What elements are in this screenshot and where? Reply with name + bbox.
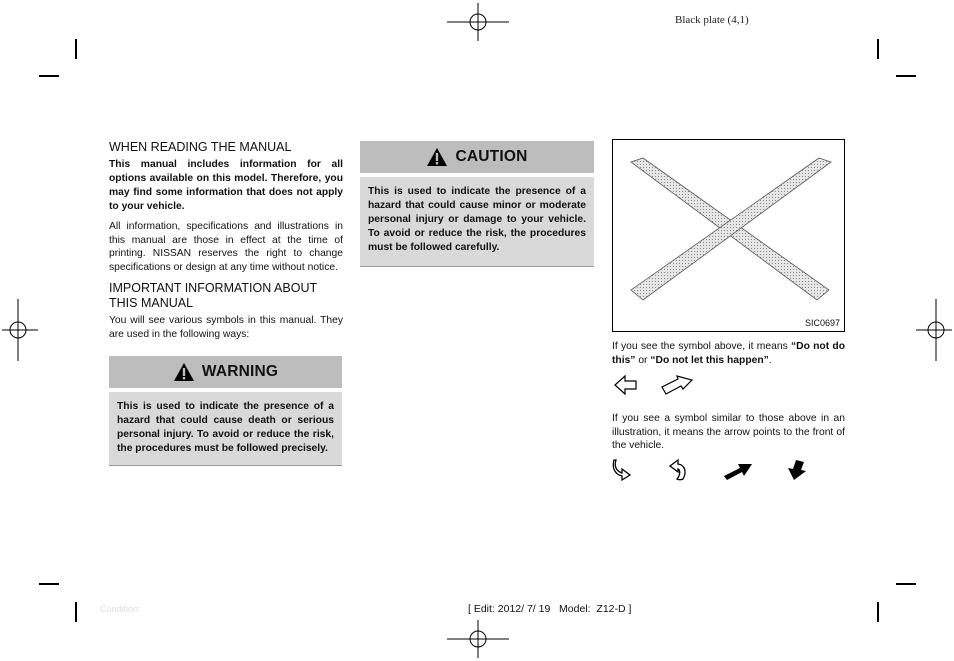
front-arrow-diagonal-icon — [660, 374, 694, 396]
warning-triangle-icon — [426, 147, 448, 167]
front-arrow-left-icon — [614, 374, 638, 396]
plate-label: Black plate (4,1) — [675, 14, 749, 26]
figure-code: SIC0697 — [804, 318, 840, 328]
symbols-intro: You will see various symbols in this manual. They are used in the following ways: — [109, 314, 343, 340]
do-not-figure — [612, 139, 845, 332]
curved-arrow-down-icon — [612, 458, 634, 482]
curved-arrow-up-icon — [666, 458, 688, 482]
registration-mark-right — [916, 299, 952, 361]
arrow-explanation: If you see a symbol similar to those above in an illustration, it means the arrow points to the front of the vehicle. — [612, 413, 845, 452]
section-heading-important: IMPORTANT INFORMATION ABOUT THIS MANUAL — [109, 280, 317, 310]
warning-triangle-icon — [173, 362, 195, 382]
specifications-notice: All information, specifications and illustrations in this manual are those in effect at the time of printing. NISSAN reserves the right to change specifications or design at any time without notice. — [109, 221, 343, 274]
options-notice: This manual includes information for all options available on this model. Therefore, you may find some information that does not apply to your vehicle. — [109, 159, 343, 212]
do-not-this: “Do not do this” — [612, 341, 846, 366]
crop-mark — [39, 75, 59, 77]
crop-mark — [75, 39, 77, 59]
caution-title: CAUTION — [455, 148, 528, 165]
registration-mark-left — [2, 299, 38, 361]
do-not-end: . — [768, 354, 772, 366]
left-column — [109, 140, 343, 347]
registration-mark-bottom — [447, 620, 509, 658]
caution-box — [360, 141, 594, 267]
warning-text: This is used to indicate the presence of a hazard that could cause death or serious personal injury. To avoid or reduce the risk, the procedures must be followed precisely. — [109, 392, 342, 466]
do-not-prefix: If you see the symbol above, it means — [612, 341, 791, 352]
crop-mark — [877, 39, 879, 59]
registration-mark-top — [447, 3, 509, 41]
crop-mark — [877, 602, 879, 622]
do-not-explanation — [612, 340, 845, 367]
caution-text: This is used to indicate the presence of a hazard that could cause minor or moderate personal injury or damage to your vehicle. To avoid or reduce the risk, the procedures must be followed carefully. — [360, 177, 594, 267]
warning-title: WARNING — [201, 363, 279, 380]
cross-x-icon — [613, 140, 843, 330]
warning-header — [109, 356, 342, 388]
condition-label: Condition: — [100, 604, 141, 614]
do-not-or: or — [635, 354, 651, 366]
warning-box — [109, 356, 342, 466]
crop-mark — [75, 602, 77, 622]
do-not-happen: “Do not let this happen” — [650, 354, 769, 366]
caution-header — [360, 141, 594, 173]
solid-arrow-diagonal-icon — [722, 460, 754, 482]
section-heading-reading: WHEN READING THE MANUAL — [109, 140, 292, 154]
crop-mark — [896, 75, 916, 77]
crop-mark — [896, 583, 916, 585]
edit-info: [ Edit: 2012/ 7/ 19 Model: Z12-D ] — [468, 603, 632, 615]
solid-arrow-down-icon — [786, 458, 808, 482]
crop-mark — [39, 583, 59, 585]
